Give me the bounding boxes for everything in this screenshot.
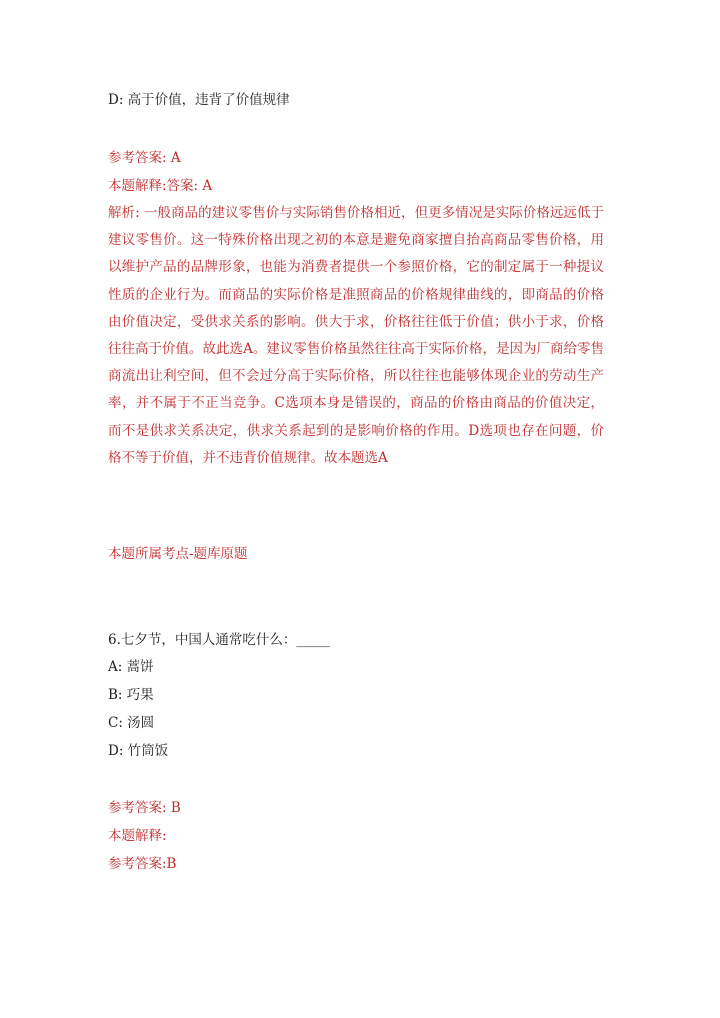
question-6-option-d: D: 竹筒饭 (108, 743, 169, 759)
question-6-answer: 参考答案: B (108, 800, 181, 816)
prev-source: 本题所属考点-题库原题 (108, 546, 248, 562)
prev-analysis: 解析: 一般商品的建议零售价与实际销售价格相近，但更多情况是实际价格远远低于建议零售价。这一特殊价格出现之初的本意是避免商家擅自抬高商品零售价格，用以维护产品的品牌形象，也能为消费者提供一个参照价格，它的制定属于一种提议性质的企业行为。而商品的实际价格是准照商品的价格规律曲线的，即商品的价格由价值决定，受供求关系的影响。供大于求，价格往往低于价值；供小于求，价格往往高于价值。故此选A。建议零售价格虽然往往高于实际价格，是因为厂商给零售商流出让利空间，但不会过分高于实际价格，所以往往也能够体现企业的劳动生产率，并不属于不正当竞争。C选项本身是错误的，商品的价格由商品的价值决定，而不是供求关系决定，供求关系起到的是影响价格的作用。D选项也存在问题，价格不等于价值，并不违背价值规律。故本题选A (108, 205, 604, 466)
prev-answer: 参考答案: A (108, 150, 181, 166)
question-6-option-b: B: 巧果 (108, 687, 154, 703)
question-6-stem: 6.七夕节，中国人通常吃什么：_____ (108, 632, 331, 648)
question-6-option-c: C: 汤圆 (108, 715, 155, 731)
question-6-answer-repeat: 参考答案:B (108, 856, 177, 872)
prev-explanation-label: 本题解释:答案: A (108, 178, 213, 194)
question-6-option-a: A: 蒿饼 (108, 659, 154, 675)
prev-option-d: D: 高于价值，违背了价值规律 (108, 92, 290, 108)
question-6-explanation-label: 本题解释: (108, 828, 167, 844)
